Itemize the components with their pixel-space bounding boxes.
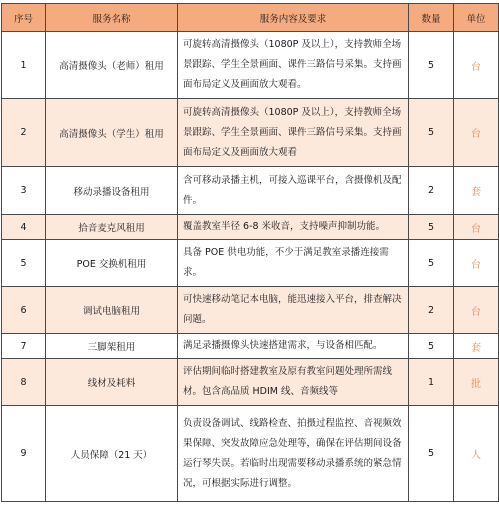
table-row: [2, 240, 499, 287]
table-row: [2, 32, 499, 99]
row-seq: 5: [2, 240, 46, 287]
row-qty: 5: [409, 406, 454, 502]
row-content: 具备 POE 供电功能，不少于满足教室录播连接需求。: [178, 240, 409, 287]
header-qty: 数量: [409, 4, 454, 32]
header-content: 服务内容及要求: [178, 4, 409, 32]
row-seq: 7: [2, 334, 46, 359]
header-seq: 序号: [2, 4, 46, 32]
row-unit: 台: [454, 32, 499, 99]
row-name: 线材及耗料: [46, 359, 178, 406]
table-row: [2, 99, 499, 167]
row-unit: 台: [454, 287, 499, 334]
row-unit: 人: [454, 406, 499, 502]
table-row: [2, 287, 499, 334]
row-seq: 3: [2, 167, 46, 215]
row-qty: 5: [409, 32, 454, 99]
row-name: POE 交换机租用: [46, 240, 178, 287]
row-seq: 9: [2, 406, 46, 502]
row-name: 移动录播设备租用: [46, 167, 178, 215]
row-seq: 2: [2, 99, 46, 167]
row-name: 人员保障（21 天）: [46, 406, 178, 502]
row-content: 可快速移动笔记本电脑，能迅速接入平台，排查解决问题。: [178, 287, 409, 334]
row-qty: 5: [409, 334, 454, 359]
row-content: 可旋转高清摄像头（1080P 及以上），支持教师全场景跟踪、学生全景画面、课件三路信号采集。支持画面布局定义及画面放大观看。: [178, 32, 409, 99]
row-qty: 5: [409, 240, 454, 287]
service-table: [1, 3, 499, 502]
header-name: 服务名称: [46, 4, 178, 32]
row-unit: 台: [454, 99, 499, 167]
row-qty: 1: [409, 359, 454, 406]
table-header-row: [2, 4, 499, 32]
table-row: [2, 359, 499, 406]
row-name: 拾音麦克风租用: [46, 215, 178, 240]
row-content: 覆盖教室半径 6-8 米收音，支持噪声抑制功能。: [178, 215, 409, 240]
row-unit: 套: [454, 167, 499, 215]
row-content: 满足录播摄像头快速搭建需求，与设备相匹配。: [178, 334, 409, 359]
table-row: [2, 334, 499, 359]
row-seq: 6: [2, 287, 46, 334]
row-content: 含可移动录播主机，可接入巡课平台，含摄像机及配件。: [178, 167, 409, 215]
header-unit: 单位: [454, 4, 499, 32]
row-unit: 批: [454, 359, 499, 406]
row-qty: 2: [409, 287, 454, 334]
row-name: 三脚架租用: [46, 334, 178, 359]
row-seq: 1: [2, 32, 46, 99]
row-name: 调试电脑租用: [46, 287, 178, 334]
row-qty: 2: [409, 167, 454, 215]
row-seq: 8: [2, 359, 46, 406]
row-name: 高清摄像头（老师）租用: [46, 32, 178, 99]
row-seq: 4: [2, 215, 46, 240]
row-content: 可旋转高清摄像头（1080P 及以上），支持教师全场景跟踪、学生全景画面、课件三路信号采集。支持画面布局定义及画面放大观看: [178, 99, 409, 167]
table-row: [2, 215, 499, 240]
table-row: [2, 406, 499, 502]
row-qty: 5: [409, 215, 454, 240]
row-unit: 台: [454, 240, 499, 287]
row-unit: 套: [454, 334, 499, 359]
row-name: 高清摄像头（学生）租用: [46, 99, 178, 167]
row-qty: 5: [409, 99, 454, 167]
row-content: 负责设备调试、线路检查、拍摄过程监控、音视频效果保障、突发故障应急处理等，确保在评估期间设备运行琴失误。若临时出现需要移动录播系统的紧急情况，可根据实际进行调整。: [178, 406, 409, 502]
row-unit: 台: [454, 215, 499, 240]
row-content: 评估期间临时搭建教室及原有教室问题处理所需线材。包含高品质 HDIM 线、音频线等: [178, 359, 409, 406]
table-row: [2, 167, 499, 215]
